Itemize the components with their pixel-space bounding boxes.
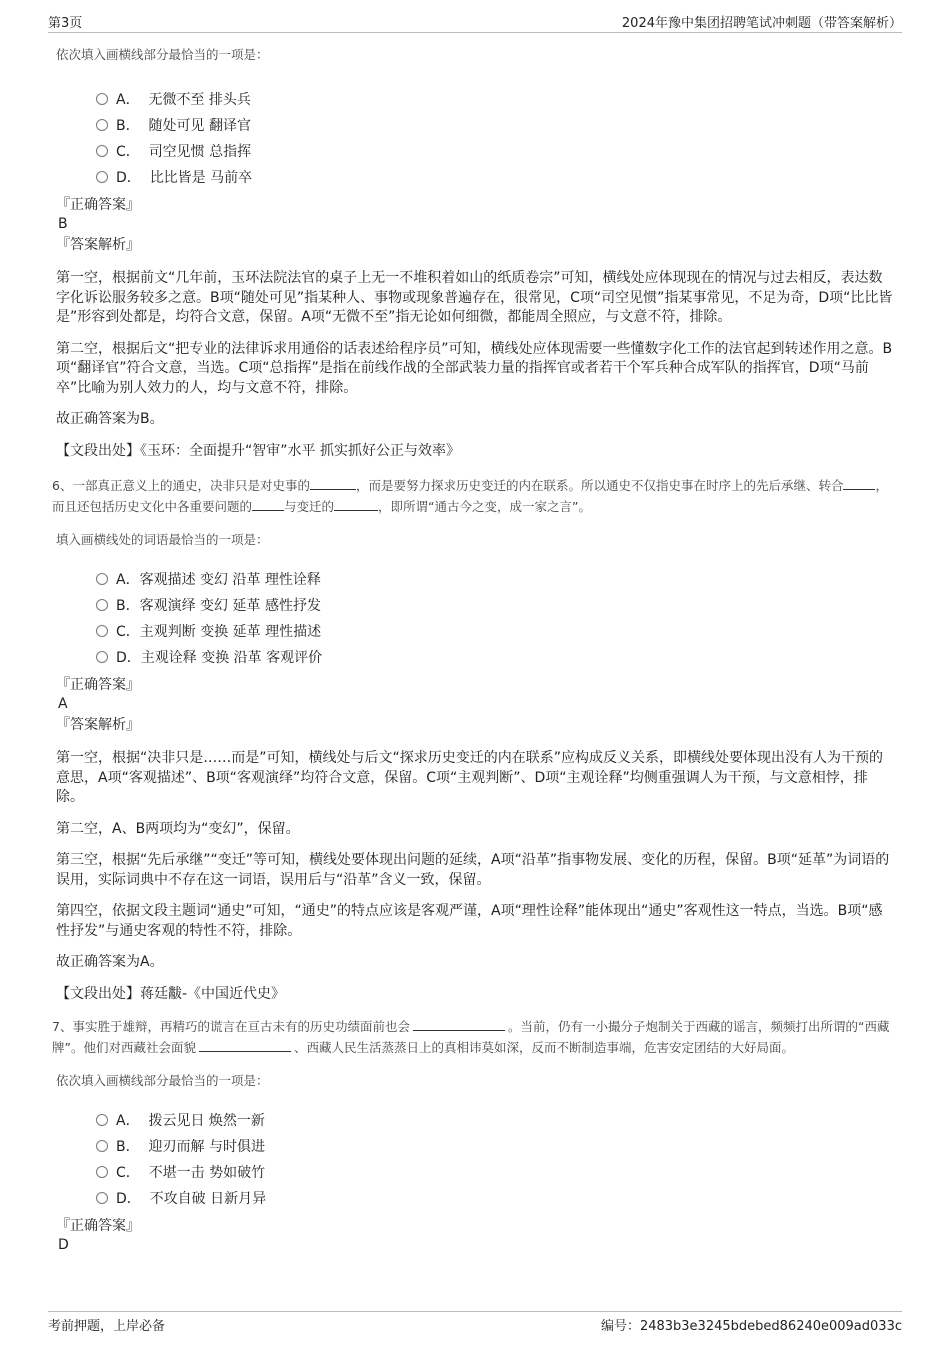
blank xyxy=(310,477,356,490)
page-number: 第3页 xyxy=(48,16,83,31)
q6-analysis-3: 第三空，根据“先后承继”“变迁”等可知，横线处要体现出问题的延续，A项“沿革”指事物发展、变化的历程，保留。B项“延革”为词语的误用，实际词典中不存在这一词语，误用后与“沿革”含义一致，保留。 xyxy=(56,852,890,888)
q7-option-b[interactable]: B． 迎刃而解 与时俱进 xyxy=(96,1133,894,1159)
q5-instruction: 依次填入画横线部分最恰当的一项是： xyxy=(56,47,269,62)
document-body xyxy=(52,45,894,1255)
footer-slogan: 考前押题，上岸必备 xyxy=(48,1319,166,1334)
q5-answer: B xyxy=(58,216,68,232)
page-header xyxy=(48,12,902,33)
blank xyxy=(843,477,875,490)
q6-instruction: 填入画横线处的词语最恰当的一项是： xyxy=(56,532,269,547)
q5-option-b[interactable]: B． 随处可见 翻译官 xyxy=(96,112,894,138)
radio-icon[interactable] xyxy=(96,1192,108,1204)
radio-icon[interactable] xyxy=(96,93,108,105)
q5-analysis-1: 第一空，根据前文“几年前，玉环法院法官的桌子上无一不堆积着如山的纸质卷宗”可知，横线处应体现现在的情况与过去相反，表达数字化诉讼服务较多之意。B项“随处可见”指某种人、事物或现象普遍存在，很常见，C项“司空见惯”指某事常见，不足为奇，D项“比比皆是”形容到处都是，均符合文意，保留。A项“无微不至”指无论如何细微，都能周全照应，与文意不符，排除。 xyxy=(56,270,893,325)
q6-option-b[interactable]: B． 客观演绎 变幻 延革 感性抒发 xyxy=(96,592,894,618)
q5-options xyxy=(96,86,894,190)
q6-stem: 6、一部真正意义上的通史，决非只是对史事的 ，而是要努力探求历史变迁的内在联系。所以通史不仅指史事在时序上的先后承继、转合 ，而且还包括历史文化中各重要问题的 与变迁的 ，即所谓“通古今之变，成一家之言”。 xyxy=(52,478,888,514)
q6-options xyxy=(96,566,894,670)
radio-icon[interactable] xyxy=(96,171,108,183)
q7-answer-label: 『正确答案』 xyxy=(56,1218,140,1234)
q5-option-d[interactable]: D． 比比皆是 马前卒 xyxy=(96,164,894,190)
radio-icon[interactable] xyxy=(96,573,108,585)
blank xyxy=(334,498,378,511)
q5-analysis-2: 第二空，根据后文“把专业的法律诉求用通俗的话表述给程序员”可知，横线处应体现需要一些懂数字化工作的法官起到转述作用之意。B项“翻译官”符合文意，当选。C项“总指挥”是指在前线作战的全部武装力量的指挥官或者若干个军兵种合成军队的指挥官，D项“马前卒”比喻为别人效力的人，均与文意不符，排除。 xyxy=(56,340,893,396)
radio-icon[interactable] xyxy=(96,651,108,663)
q6-answer-label: 『正确答案』 xyxy=(56,677,140,693)
radio-icon[interactable] xyxy=(96,1114,108,1126)
q7-option-c[interactable]: C． 不堪一击 势如破竹 xyxy=(96,1159,894,1185)
document-title: 2024年豫中集团招聘笔试冲刺题（带答案解析） xyxy=(621,16,902,31)
q6-answer: A xyxy=(58,696,68,712)
q5-analysis-label: 『答案解析』 xyxy=(56,237,140,253)
q6-option-c[interactable]: C． 主观判断 变换 延革 理性描述 xyxy=(96,618,894,644)
q7-instruction: 依次填入画横线部分最恰当的一项是： xyxy=(56,1073,269,1088)
q7-option-d[interactable]: D． 不攻自破 日新月异 xyxy=(96,1185,894,1211)
q6-option-a[interactable]: A． 客观描述 变幻 沿革 理性诠释 xyxy=(96,566,894,592)
radio-icon[interactable] xyxy=(96,119,108,131)
q6-analysis-label: 『答案解析』 xyxy=(56,717,140,733)
blank xyxy=(199,1039,291,1052)
radio-icon[interactable] xyxy=(96,1166,108,1178)
footer-code: 编号：2483b3e3245bdebed86240e009ad033c xyxy=(600,1319,902,1334)
radio-icon[interactable] xyxy=(96,625,108,637)
q6-source: 【文段出处】蒋廷黻-《中国近代史》 xyxy=(56,985,286,1002)
q7-option-a[interactable]: A． 拨云见日 焕然一新 xyxy=(96,1107,894,1133)
radio-icon[interactable] xyxy=(96,1140,108,1152)
q7-stem: 7、事实胜于雄辩，再精巧的谎言在亘古未有的历史功绩面前也会 。当前，仍有一小撮分子炮制关于西藏的谣言，频频打出所谓的“西藏牌”。他们对西藏社会面貌 、西藏人民生活蒸蒸日上的真相讳莫如深，反而不断制造事端，危害安定团结的大好局面。 xyxy=(52,1019,890,1055)
radio-icon[interactable] xyxy=(96,145,108,157)
q7-options xyxy=(96,1107,894,1211)
q6-analysis-2: 第二空，A、B两项均为“变幻”，保留。 xyxy=(56,820,300,837)
blank xyxy=(252,498,284,511)
q6-option-d[interactable]: D． 主观诠释 变换 沿革 客观评价 xyxy=(96,644,894,670)
blank xyxy=(413,1018,505,1031)
radio-icon[interactable] xyxy=(96,599,108,611)
q5-answer-label: 『正确答案』 xyxy=(56,197,140,213)
q5-analysis-3: 故正确答案为B。 xyxy=(56,411,164,427)
page-footer xyxy=(48,1311,902,1334)
q7-answer: D xyxy=(58,1237,69,1253)
q5-option-c[interactable]: C． 司空见惯 总指挥 xyxy=(96,138,894,164)
q6-analysis-4: 第四空，依据文段主题词“通史”可知，“通史”的特点应该是客观严谨，A项“理性诠释”能体现出“通史”客观性这一特点，当选。B项“感性抒发”与通史客观的特性不符，排除。 xyxy=(56,903,883,939)
q5-option-a[interactable]: A． 无微不至 排头兵 xyxy=(96,86,894,112)
q6-analysis-1: 第一空，根据“决非只是……而是”可知，横线处与后文“探求历史变迁的内在联系”应构成反义关系，即横线处要体现出没有人为干预的意思，A项“客观描述”、B项“客观演绎”均符合文意，保留。C项“主观判断”、D项“主观诠释”均侧重强调人为干预，与文意相悖，排除。 xyxy=(56,750,884,805)
q5-source: 【文段出处】《玉环：全面提升“智审”水平 抓实抓好公正与效率》 xyxy=(56,442,460,459)
q6-analysis-5: 故正确答案为A。 xyxy=(56,954,164,970)
